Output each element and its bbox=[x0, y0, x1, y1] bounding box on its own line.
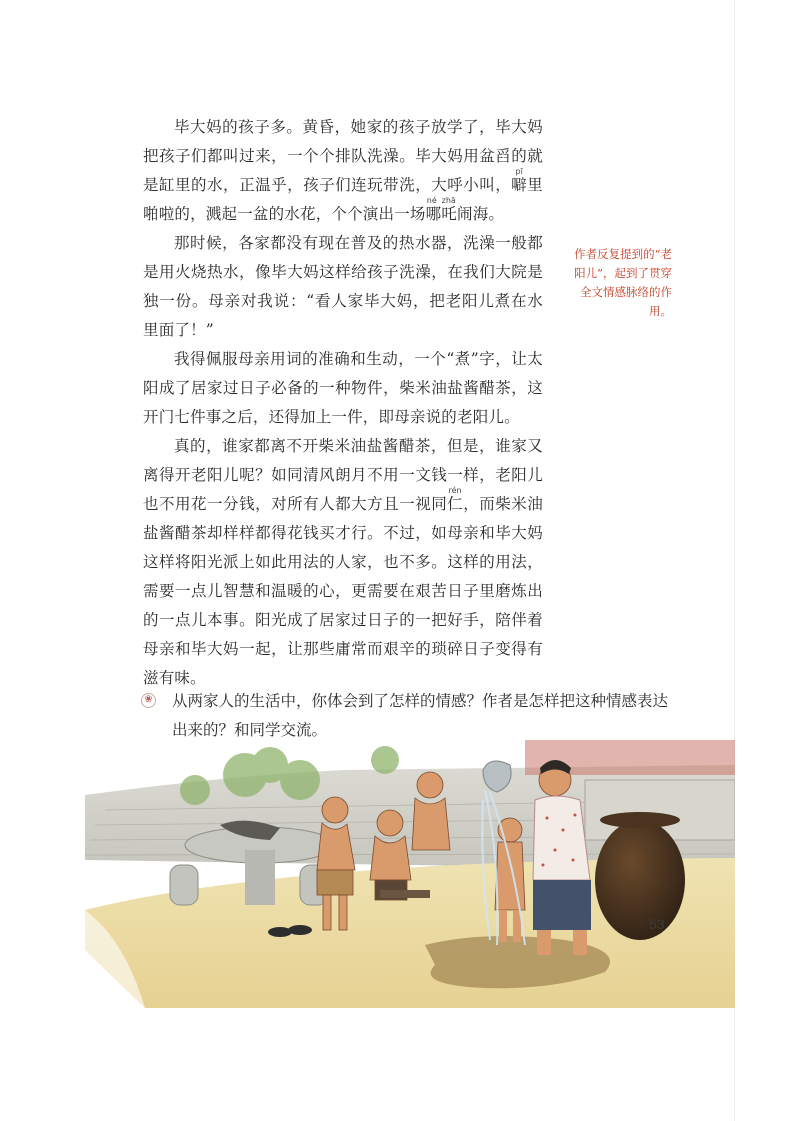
paragraph-4 bbox=[143, 432, 543, 693]
text-run: ，而柴米油盐酱醋茶却样样都得花钱买才行。不过，如母亲和毕大妈这样将阳光派上如此用法的人家，也不多。这样的用法，需要一点儿智慧和温暖的心，更需要在艰苦日子里磨炼出的一点儿本事。阳光成了居家过日子的一把好手，陪伴着母亲和毕大妈一起，让那些庸常而艰辛的琐碎日子变得有滋有味。 bbox=[143, 495, 543, 687]
wooden-stool bbox=[380, 890, 430, 898]
ruby-base: 噼 bbox=[511, 176, 528, 194]
text-run: 闹海。 bbox=[457, 205, 505, 223]
pinyin-text: pī bbox=[511, 167, 527, 176]
question-text: 从两家人的生活中，你体会到了怎样的情感？作者是怎样把这种情感表达出来的？和同学交流。 bbox=[172, 692, 669, 739]
pinyin-annotation bbox=[425, 196, 458, 223]
page-number: 53 bbox=[649, 916, 665, 932]
pinyin-text: né zhā bbox=[425, 196, 458, 205]
margin-annotation: 作者反复提到的“老阳儿”，起到了贯穿全文情感脉络的作用。 bbox=[574, 247, 672, 318]
text-run: 真的，谁家都离不开柴米油盐酱醋茶，但是，谁家又离得开老阳儿呢？如同清风朗月不用一文钱一样，老阳儿也不用花一分钱，对所有人都大方且一视同 bbox=[143, 437, 543, 513]
pinyin-text: rén bbox=[447, 486, 463, 495]
text-run: 毕大妈的孩子多。黄昏，她家的孩子放学了，毕大妈把孩子们都叫过来，一个个排队洗澡。毕大妈用盆舀的就是缸里的水，正温乎，孩子们连玩带洗，大呼小叫， bbox=[143, 118, 543, 194]
discussion-question bbox=[143, 687, 683, 745]
ruby-base: 仁 bbox=[447, 495, 464, 513]
ruby-base: 哪吒 bbox=[425, 205, 458, 223]
main-text bbox=[143, 113, 543, 693]
paragraph-2: 那时候，各家都没有现在普及的热水器，洗澡一般都是用火烧热水，像毕大妈这样给孩子洗澡，在我们大院是独一份。母亲对我说：“看人家毕大妈，把老阳儿煮在水里面了！” bbox=[143, 234, 543, 339]
pinyin-annotation bbox=[447, 486, 464, 513]
courtyard-illustration bbox=[85, 740, 735, 1008]
pinyin-annotation bbox=[511, 167, 528, 194]
text-run: 里啪啦的，溅起一盆的水花，个个演出一场 bbox=[143, 176, 543, 223]
paragraph-1 bbox=[143, 113, 543, 229]
flower-icon: ❀ bbox=[141, 693, 156, 708]
paragraph-3: 我得佩服母亲用词的准确和生动，一个“煮”字，让太阳成了居家过日子必备的一种物件，柴米油盐酱醋茶，这开门七件事之后，还得加上一件，即母亲说的老阳儿。 bbox=[143, 350, 543, 426]
